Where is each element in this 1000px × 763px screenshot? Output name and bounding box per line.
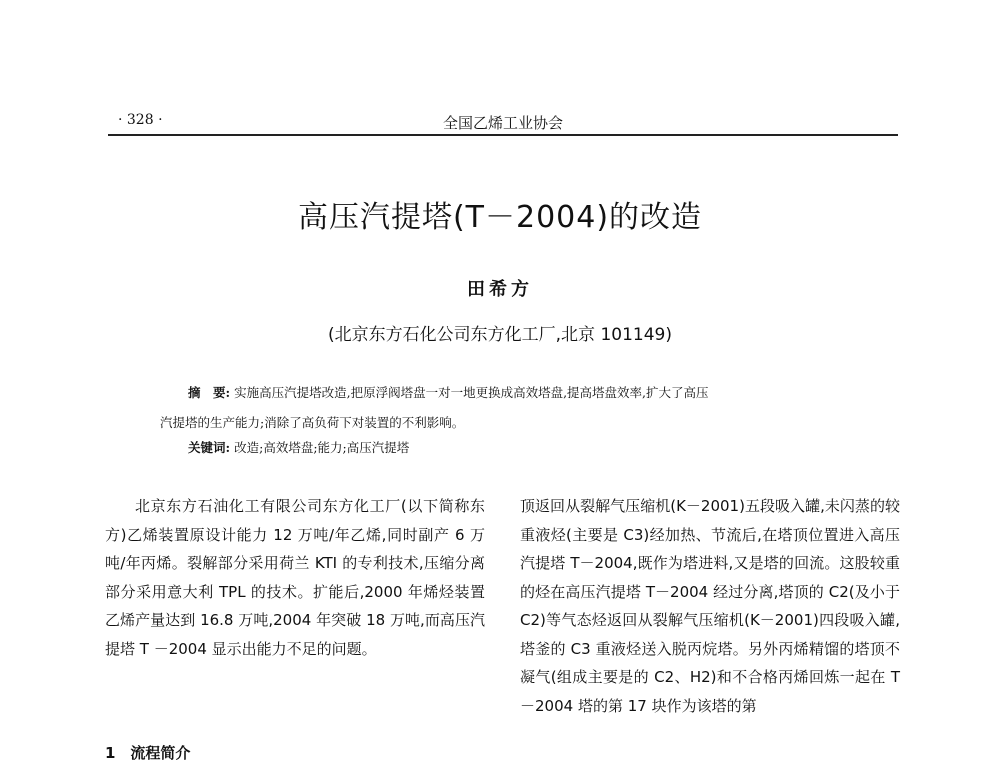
abstract: [160, 378, 860, 438]
keywords-text: 改造;高效塔盘;能力;高压汽提塔: [234, 440, 410, 455]
author-affiliation: (北京东方石化公司东方化工厂,北京 101149): [328, 325, 672, 345]
body-column-right: [520, 492, 900, 720]
keywords: [188, 438, 409, 456]
body-column-left: [105, 492, 485, 663]
journal-name: 全国乙烯工业协会: [442, 114, 563, 132]
author-name: 田希方: [467, 279, 533, 300]
page-header: [108, 112, 898, 134]
paper-title: 高压汽提塔(T－2004)的改造: [297, 200, 703, 235]
abstract-text-line1: 实施高压汽提塔改造,把原浮阀塔盘一对一地更换成高效塔盘,提高塔盘效率,扩大了高压: [234, 385, 709, 400]
process-paragraph: 顶返回从裂解气压缩机(K－2001)五段吸入罐,未闪蒸的较重液烃(主要是 C3)经加热、节流后,在塔顶位置进入高压汽提塔 T－2004,既作为塔进料,又是塔的回流。这股较重的烃在高压汽提塔 T－2004 经过分离,塔顶的 C2(及小于 C2)等气态烃返回从裂解气压缩机(K－2001)四段吸入罐,塔釜的 C3 重液烃送入脱丙烷塔。另外丙烯精馏的塔顶不凝气(组成主要是的 C2、H2)和不合格丙烯回炼一起在 T－2004 塔的第 17 块作为该塔的第: [520, 497, 900, 715]
section-heading: 1 流程简介: [105, 744, 191, 762]
abstract-text-line2: 汽提塔的生产能力;消除了高负荷下对装置的不利影响。: [160, 415, 465, 430]
abstract-label: 摘 要:: [188, 385, 231, 400]
keywords-label: 关键词:: [188, 440, 231, 455]
intro-paragraph: 北京东方石油化工有限公司东方化工厂(以下简称东方)乙烯装置原设计能力 12 万吨/年乙烯,同时副产 6 万吨/年丙烯。裂解部分采用荷兰 KTI 的专利技术,压缩分离部分采用意大利 TPL 的技术。扩能后,2000 年烯烃装置乙烯产量达到 16.8 万吨,2004 年突破 18 万吨,而高压汽提塔 T －2004 显示出能力不足的问题。: [105, 497, 485, 658]
page-number: · 328 ·: [118, 112, 163, 128]
header-rule: [108, 134, 898, 136]
